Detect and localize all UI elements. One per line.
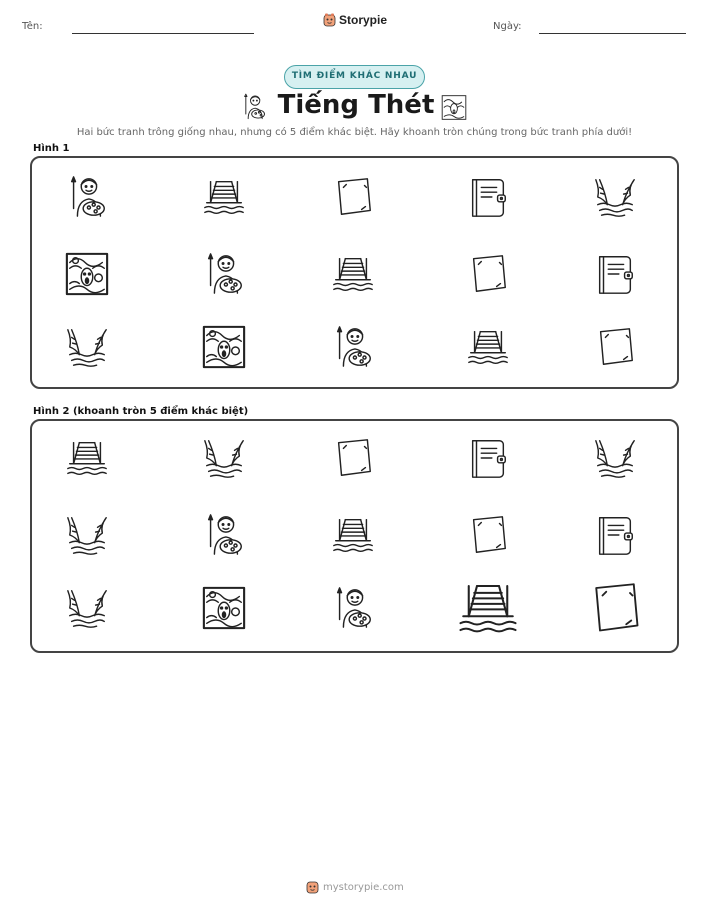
scream-painting-icon[interactable] xyxy=(201,585,247,631)
cliff-icon[interactable] xyxy=(64,585,110,631)
book-icon[interactable] xyxy=(465,435,511,481)
canvas-icon[interactable] xyxy=(465,251,511,297)
canvas-icon[interactable] xyxy=(585,578,645,638)
pier-icon[interactable] xyxy=(330,251,376,297)
storypie-mascot-icon xyxy=(306,880,319,894)
pier-icon[interactable] xyxy=(465,324,511,370)
scream-painting-icon[interactable] xyxy=(64,251,110,297)
cliff-icon[interactable] xyxy=(64,324,110,370)
painter-icon[interactable] xyxy=(330,324,376,370)
footer-site[interactable]: mystorypie.com xyxy=(323,881,404,893)
canvas-icon[interactable] xyxy=(592,324,638,370)
canvas-icon[interactable] xyxy=(330,174,376,220)
name-label: Tên: xyxy=(22,21,43,32)
name-field[interactable] xyxy=(72,33,254,34)
painter-icon[interactable] xyxy=(201,251,247,297)
cliff-icon[interactable] xyxy=(201,435,247,481)
date-label: Ngày: xyxy=(493,21,522,32)
cliff-icon[interactable] xyxy=(592,174,638,220)
scream-painting-icon[interactable] xyxy=(201,324,247,370)
footer xyxy=(306,880,404,894)
page-title: Tiếng Thét xyxy=(277,90,435,120)
painter-icon[interactable] xyxy=(64,174,110,220)
title-scream-icon xyxy=(440,94,468,121)
pier-icon[interactable] xyxy=(330,512,376,558)
title-painter-icon xyxy=(240,93,268,121)
pier-icon[interactable] xyxy=(455,575,521,641)
book-icon[interactable] xyxy=(465,174,511,220)
canvas-icon[interactable] xyxy=(465,512,511,558)
activity-badge: TÌM ĐIỂM KHÁC NHAU xyxy=(284,65,425,89)
book-icon[interactable] xyxy=(592,512,638,558)
painter-icon[interactable] xyxy=(330,585,376,631)
cliff-icon[interactable] xyxy=(592,435,638,481)
brand-name: Storypie xyxy=(339,13,388,27)
pier-icon[interactable] xyxy=(201,174,247,220)
storypie-mascot-icon xyxy=(323,13,336,27)
instructions: Hai bức tranh trông giống nhau, nhưng có 5 điểm khác biệt. Hãy khoanh tròn chúng trong bức tranh phía dưới! xyxy=(76,127,633,138)
book-icon[interactable] xyxy=(592,251,638,297)
date-field[interactable] xyxy=(539,33,686,34)
brand-logo xyxy=(323,13,387,27)
picture1-label: Hình 1 xyxy=(33,143,70,154)
picture2-label: Hình 2 (khoanh tròn 5 điểm khác biệt) xyxy=(33,406,249,417)
cliff-icon[interactable] xyxy=(64,512,110,558)
painter-icon[interactable] xyxy=(201,512,247,558)
canvas-icon[interactable] xyxy=(330,435,376,481)
pier-icon[interactable] xyxy=(64,435,110,481)
